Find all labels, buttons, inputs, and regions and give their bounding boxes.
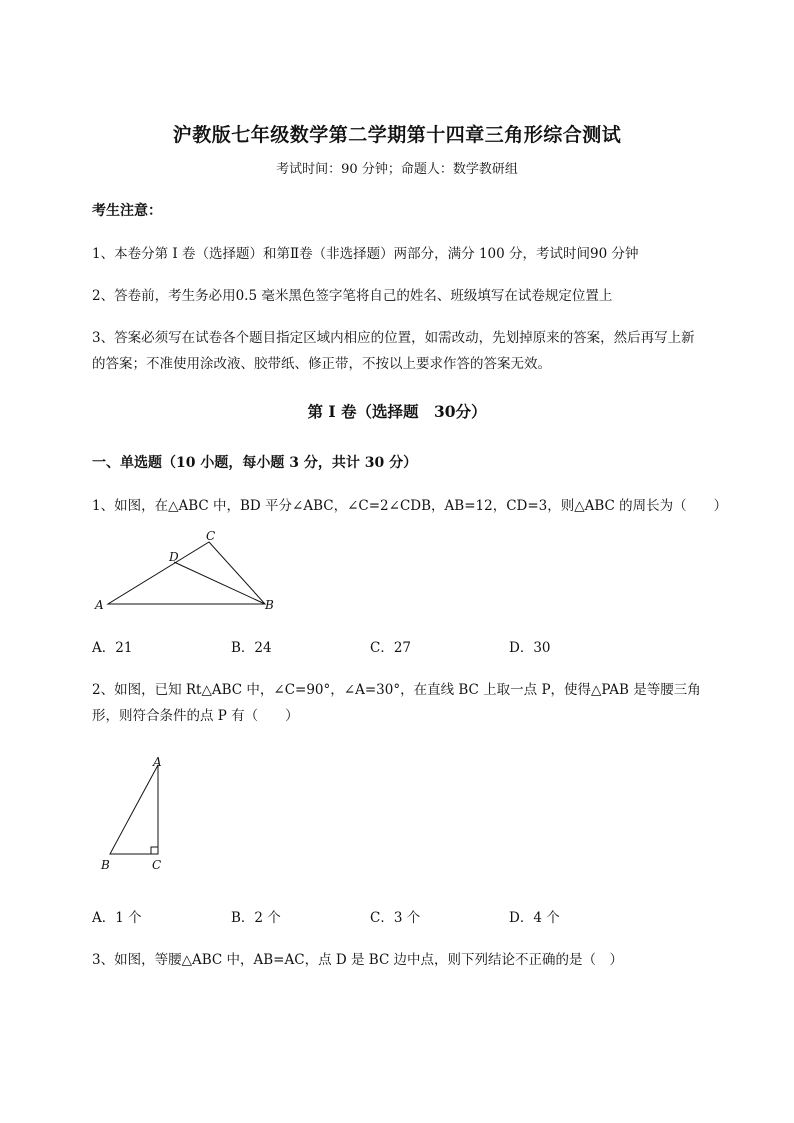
label-d: D (169, 550, 179, 564)
page-title: 沪教版七年级数学第二学期第十四章三角形综合测试 (172, 124, 622, 146)
notice-item-3-cont: 的答案；不准使用涂改液、胶带纸、修正带，不按以上要求作答的答案无效。 (92, 356, 551, 372)
right-triangle-abc (110, 765, 158, 854)
notice-heading: 考生注意： (92, 203, 162, 219)
q1-option-b[interactable]: B．24 (231, 640, 272, 656)
label-a: A (153, 755, 162, 769)
question-2-stem-line-2: 形，则符合条件的点 P 有（ ） (92, 708, 299, 724)
label-c: C (152, 858, 162, 872)
q1-option-d[interactable]: D．30 (509, 640, 551, 656)
question-1-figure (88, 530, 288, 620)
label-a: A (95, 598, 104, 612)
notice-item-2: 2、答卷前，考生务必用0.5 毫米黑色签字笔将自己的姓名、班级填写在试卷规定位置上 (92, 288, 613, 304)
segment-bd (174, 562, 265, 604)
label-b: B (265, 598, 274, 612)
q2-option-d[interactable]: D．4 个 (509, 910, 560, 926)
question-2-figure (96, 752, 176, 877)
q2-option-a[interactable]: A．1 个 (92, 910, 142, 926)
q2-option-b[interactable]: B．2 个 (231, 910, 281, 926)
triangle-abc (108, 542, 265, 604)
question-2-stem-line-1: 2、如图，已知 Rt△ABC 中，∠C=90°，∠A=30°，在直线 BC 上取一点 P，使得△PAB 是等腰三角 (92, 682, 701, 698)
q2-option-c[interactable]: C．3 个 (370, 910, 421, 926)
notice-item-3: 3、答案必须写在试卷各个题目指定区域内相应的位置，如需改动，先划掉原来的答案，然后再写上新 (92, 330, 695, 346)
question-3-stem: 3、如图，等腰△ABC 中，AB=AC，点 D 是 BC 边中点，则下列结论不正确的是（ ） (92, 952, 624, 968)
q1-option-a[interactable]: A．21 (92, 640, 133, 656)
question-type-heading: 一、单选题（10 小题，每小题 3 分，共计 30 分） (92, 455, 418, 471)
section-title: 第 I 卷（选择题 30分） (307, 402, 487, 421)
q1-option-c[interactable]: C．27 (370, 640, 412, 656)
question-1-stem: 1、如图，在△ABC 中，BD 平分∠ABC，∠C=2∠CDB，AB=12，CD=3，则△ABC 的周长为（ ） (92, 498, 728, 514)
exam-info: 考试时间：90 分钟；命题人：数学教研组 (276, 162, 518, 177)
label-b: B (101, 858, 110, 872)
label-c: C (206, 530, 216, 543)
right-angle-mark (151, 847, 158, 854)
notice-item-1: 1、本卷分第 I 卷（选择题）和第Ⅱ卷（非选择题）两部分，满分 100 分，考试时间90 分钟 (92, 246, 639, 262)
